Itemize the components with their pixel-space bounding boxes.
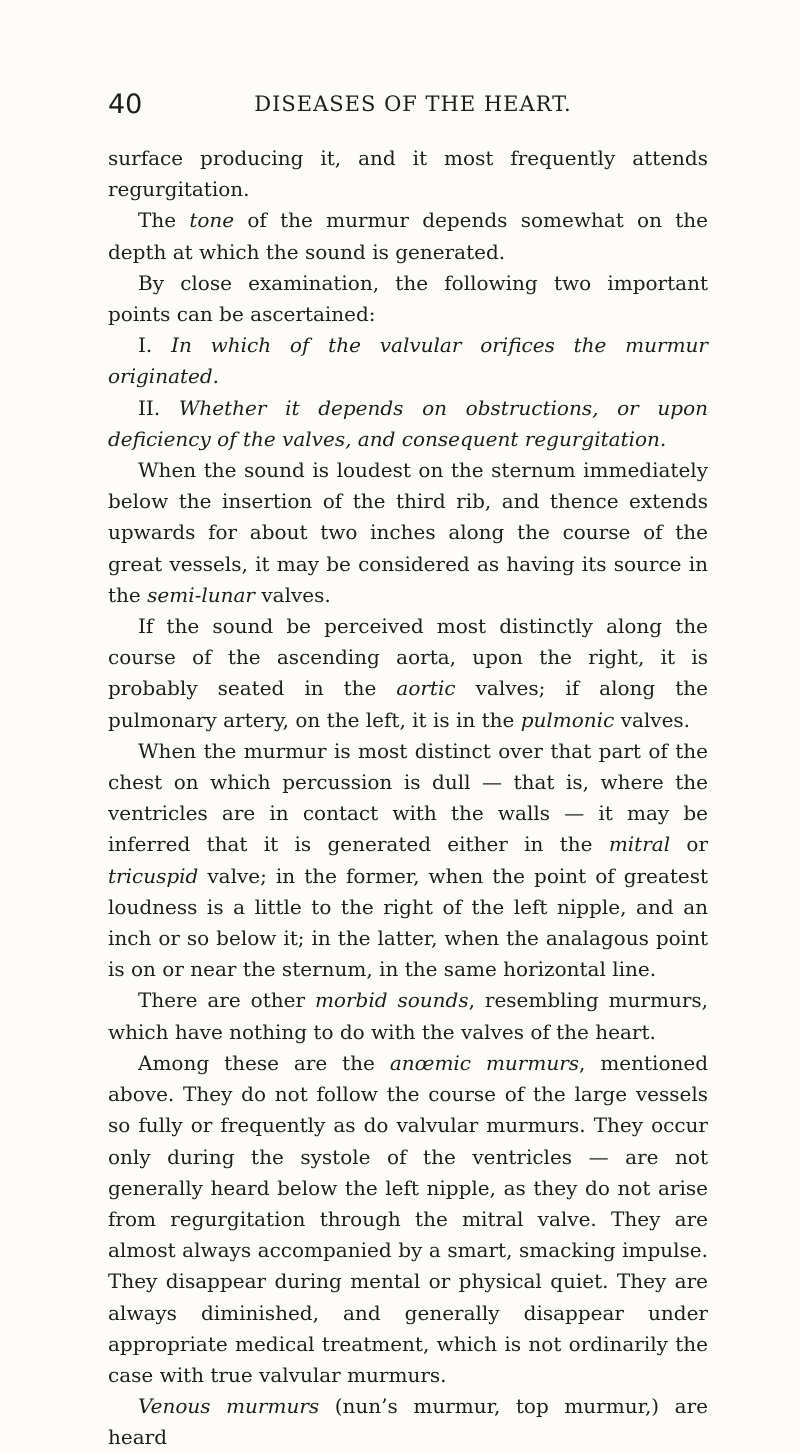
paragraph-text: surface producing it, and it most frequently attends regurgitation. <box>108 146 708 202</box>
point-2: II. Whether it depends on obstructions, or upon deficiency of the valves, and consequent regurgitation. <box>108 395 708 451</box>
emphasis: mitral <box>608 832 671 857</box>
emphasis: tone <box>189 208 235 233</box>
paragraph-1 <box>108 143 708 205</box>
paragraph-11: Venous murmurs (nun’s murmur, top murmur,) are heard <box>108 1394 708 1450</box>
page-number: 40 <box>108 88 143 120</box>
emphasis: anœmic murmurs <box>389 1050 580 1075</box>
body-text <box>108 143 708 1454</box>
running-title: DISEASES OF THE HEART. <box>254 92 572 116</box>
emphasis: pulmonic <box>520 707 615 732</box>
emphasis: Whether it depends on obstructions, or upon deficiency of the valves, and consequent regurgitation. <box>108 395 708 451</box>
paragraph-8: When the murmur is most distinct over that part of the chest on which percussion is dull — that is, where the ventricles are in contact with the walls — it may be inferred that it is generated either in the mitral or tricuspid valve; in the former, when the point of greatest loudness is a little to the right of the left nipple, and an inch or so below it; in the latter, when the analagous point is on or near the sternum, in the same horizontal line. <box>108 738 709 982</box>
emphasis: In which of the valvular orifices the murmur originated. <box>108 333 708 389</box>
emphasis: Venous murmurs <box>138 1394 320 1419</box>
paragraph-9: There are other morbid sounds, resembling murmurs, which have nothing to do with the valves of the heart. <box>108 988 709 1044</box>
paragraph-10: Among these are the anœmic murmurs, mentioned above. They do not follow the course of the large vessels so fully or frequently as do valvular murmurs. They occur only during the systole of the ventricles — are not generally heard below the left nipple, as they do not arise from regurgitation through the mitral valve. They are almost always accompanied by a smart, smacking impulse. They disappear during mental or physical quiet. They are always diminished, and generally disappear under appropriate medical treatment, which is not ordinarily the case with true valvular murmurs. <box>108 1050 709 1387</box>
paragraph-6: When the sound is loudest on the sternum immediately below the insertion of the third rib, and thence extends upwards for about two inches along the course of the great vessels, it may be considered as having its source in the semi-lunar valves. <box>108 458 708 607</box>
emphasis: aortic <box>396 676 456 701</box>
emphasis: tricuspid <box>108 863 199 888</box>
paragraph-2: The tone of the murmur depends somewhat on the depth at which the sound is generated. <box>108 208 708 264</box>
point-1: I. In which of the valvular orifices the murmur originated. <box>108 333 708 389</box>
emphasis: semi-lunar <box>147 582 255 607</box>
page-header <box>108 86 708 122</box>
emphasis: morbid sounds <box>314 988 469 1013</box>
paragraph-3: By close examination, the following two important points can be ascertained: <box>108 270 708 327</box>
paragraph-7: If the sound be perceived most distinctly along the course of the ascending aorta, upon the right, it is probably seated in the aortic valves; if along the pulmonary artery, on the left, it is in the pulmonic valves. <box>108 614 708 732</box>
